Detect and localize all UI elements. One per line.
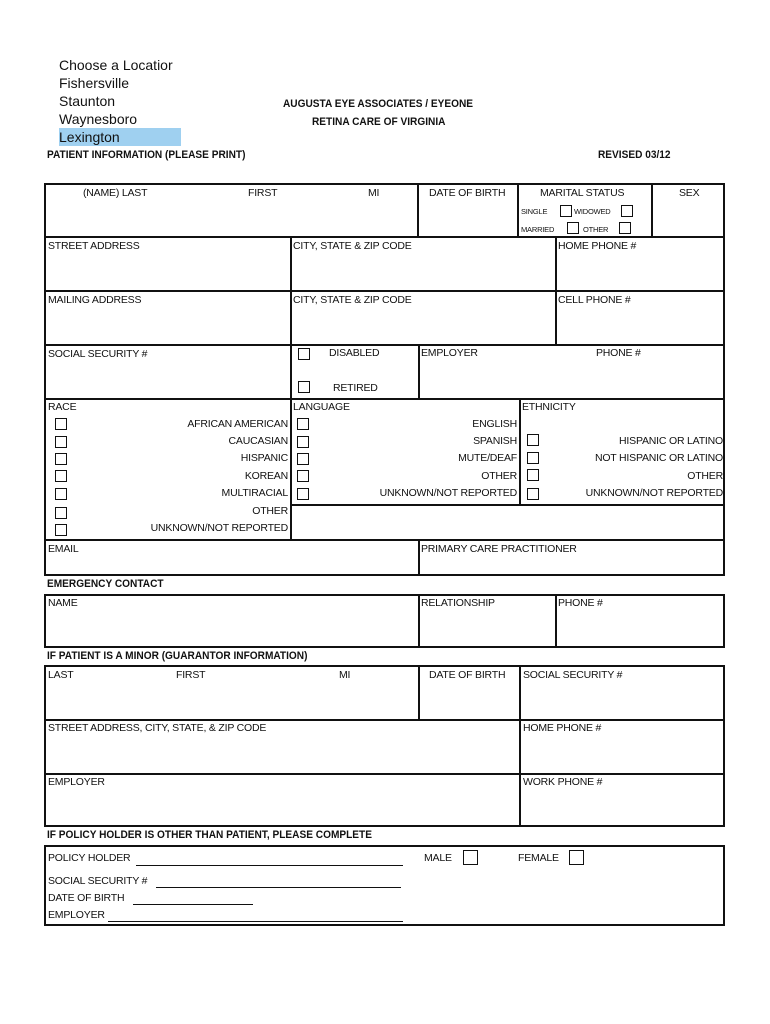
language-checkbox-other[interactable] [297,470,309,482]
disabled-checkbox[interactable] [298,348,310,360]
ethnicity-option-not-hispanic: NOT HISPANIC OR LATINO [594,452,723,464]
location-option-staunton[interactable]: Staunton [59,93,116,109]
cell-phone-label: CELL PHONE # [558,294,631,306]
race-option-hispanic: HISPANIC [240,452,288,464]
ethnicity-checkbox-other[interactable] [527,469,539,481]
race-checkbox-unknown[interactable] [55,524,67,536]
name-last-label: (NAME) LAST [83,187,148,199]
race-option-african-american: AFRICAN AMERICAN [187,418,288,430]
city-state-zip-label: CITY, STATE & ZIP CODE [293,240,412,252]
language-checkbox-mute-deaf[interactable] [297,453,309,465]
street-address-label: STREET ADDRESS [48,240,140,252]
guarantor-work-phone-label: WORK PHONE # [523,776,603,788]
ethnicity-option-hispanic: HISPANIC OR LATINO [619,435,723,447]
ssn-label: SOCIAL SECURITY # [48,348,148,360]
minor-heading: IF PATIENT IS A MINOR (GUARANTOR INFORMATION) [47,650,308,662]
retired-label: RETIRED [333,382,378,394]
policy-dob-label: DATE OF BIRTH [48,892,125,904]
employer-phone-label: PHONE # [596,347,641,359]
guarantor-last-label: LAST [48,669,74,681]
language-option-unknown: UNKNOWN/NOT REPORTED [379,487,517,499]
patient-info-heading: PATIENT INFORMATION (PLEASE PRINT) [47,149,246,161]
language-option-mute-deaf: MUTE/DEAF [458,452,517,464]
mailing-address-label: MAILING ADDRESS [48,294,142,306]
dob-label: DATE OF BIRTH [429,187,506,199]
race-checkbox-multiracial[interactable] [55,488,67,500]
race-option-caucasian: CAUCASIAN [228,435,288,447]
email-label: EMAIL [48,543,79,555]
ethnicity-checkbox-unknown[interactable] [527,488,539,500]
single-label: SINGLE [521,207,548,216]
race-label: RACE [48,401,77,413]
language-checkbox-english[interactable] [297,418,309,430]
policy-ssn-label: SOCIAL SECURITY # [48,875,148,887]
guarantor-form [44,665,725,827]
mailing-city-state-zip-label: CITY, STATE & ZIP CODE [293,294,412,306]
race-option-unknown: UNKNOWN/NOT REPORTED [150,522,288,534]
location-option-lexington[interactable]: Lexington [59,128,181,146]
org-name: AUGUSTA EYE ASSOCIATES / EYEONE [283,98,474,110]
language-option-spanish: SPANISH [473,435,517,447]
race-checkbox-hispanic[interactable] [55,453,67,465]
disabled-label: DISABLED [329,347,380,359]
language-checkbox-unknown[interactable] [297,488,309,500]
location-option-fishersville[interactable]: Fishersville [59,75,130,91]
race-checkbox-african-american[interactable] [55,418,67,430]
first-name-label: FIRST [248,187,278,199]
relationship-label: RELATIONSHIP [421,597,495,609]
emergency-heading: EMERGENCY CONTACT [47,578,164,590]
revised-date: REVISED 03/12 [598,149,671,161]
race-checkbox-other[interactable] [55,507,67,519]
policy-holder-label: POLICY HOLDER [48,852,131,864]
male-label: MALE [424,852,452,864]
race-checkbox-caucasian[interactable] [55,436,67,448]
female-checkbox[interactable] [569,850,584,865]
pcp-label: PRIMARY CARE PRACTITIONER [421,543,577,555]
location-list [59,56,181,146]
location-option-placeholder[interactable]: Choose a Locatior [59,57,173,73]
ethnicity-label: ETHNICITY [522,401,576,413]
marital-status-label: MARITAL STATUS [540,187,625,199]
retired-checkbox[interactable] [298,381,310,393]
employer-label: EMPLOYER [421,347,478,359]
guarantor-street-label: STREET ADDRESS, CITY, STATE, & ZIP CODE [48,722,267,734]
policy-dob-line[interactable] [133,904,253,905]
language-label: LANGUAGE [293,401,350,413]
location-option-waynesboro[interactable]: Waynesboro [59,111,138,127]
male-checkbox[interactable] [463,850,478,865]
race-checkbox-korean[interactable] [55,470,67,482]
emergency-form [44,594,725,648]
guarantor-ssn-label: SOCIAL SECURITY # [523,669,623,681]
emergency-phone-label: PHONE # [558,597,603,609]
guarantor-employer-label: EMPLOYER [48,776,105,788]
home-phone-label: HOME PHONE # [558,240,637,252]
race-option-other: OTHER [252,505,288,517]
language-option-english: ENGLISH [472,418,517,430]
ethnicity-checkbox-not-hispanic[interactable] [527,452,539,464]
language-checkbox-spanish[interactable] [297,436,309,448]
other-marital-label: OTHER [583,225,609,234]
married-label: MARRIED [521,225,555,234]
org-subname: RETINA CARE OF VIRGINIA [312,116,446,128]
ethnicity-option-other: OTHER [687,470,723,482]
single-checkbox[interactable] [560,205,572,217]
guarantor-home-phone-label: HOME PHONE # [523,722,602,734]
race-option-korean: KOREAN [244,470,288,482]
married-checkbox[interactable] [567,222,579,234]
policy-employer-line[interactable] [108,921,403,922]
guarantor-mi-label: MI [339,669,351,681]
mi-label: MI [368,187,380,199]
language-option-other: OTHER [481,470,517,482]
race-option-multiracial: MULTIRACIAL [221,487,288,499]
policy-holder-line[interactable] [136,865,403,866]
ethnicity-option-unknown: UNKNOWN/NOT REPORTED [585,487,723,499]
other-marital-checkbox[interactable] [619,222,631,234]
policy-heading: IF POLICY HOLDER IS OTHER THAN PATIENT, PLEASE COMPLETE [47,829,372,841]
guarantor-first-label: FIRST [176,669,206,681]
widowed-checkbox[interactable] [621,205,633,217]
widowed-label: WIDOWED [574,207,611,216]
sex-label: SEX [679,187,700,199]
emergency-name-label: NAME [48,597,78,609]
female-label: FEMALE [518,852,559,864]
ethnicity-checkbox-hispanic[interactable] [527,434,539,446]
policy-ssn-line[interactable] [156,887,401,888]
guarantor-dob-label: DATE OF BIRTH [429,669,506,681]
policy-employer-label: EMPLOYER [48,909,105,921]
